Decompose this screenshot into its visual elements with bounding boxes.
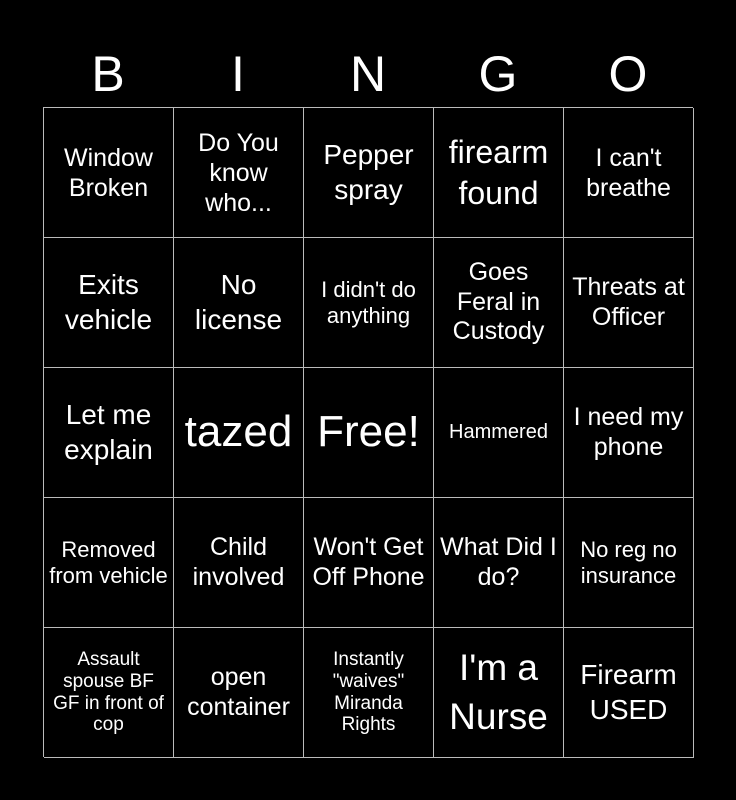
header-letter-i: I: [231, 46, 245, 102]
bingo-cell-o3[interactable]: I need my phone: [564, 368, 694, 498]
bingo-cell-i3[interactable]: tazed: [174, 368, 304, 498]
bingo-cell-n4[interactable]: Won't Get Off Phone: [304, 498, 434, 628]
bingo-card-grid: [43, 107, 693, 757]
bingo-cell-g4[interactable]: What Did I do?: [434, 498, 564, 628]
bingo-cell-g3[interactable]: Hammered: [434, 368, 564, 498]
header-letter-n: N: [349, 46, 387, 102]
bingo-cell-o4[interactable]: No reg no insurance: [564, 498, 694, 628]
bingo-cell-i4[interactable]: Child involved: [174, 498, 304, 628]
bingo-cell-g1[interactable]: firearm found: [434, 108, 564, 238]
bingo-cell-i1[interactable]: Do You know who...: [174, 108, 304, 238]
bingo-cell-free-space[interactable]: Free!: [304, 368, 434, 498]
bingo-cell-g5[interactable]: I'm a Nurse: [434, 628, 564, 758]
bingo-cell-b3[interactable]: Let me explain: [44, 368, 174, 498]
bingo-cell-i5[interactable]: open container: [174, 628, 304, 758]
bingo-header: [43, 40, 693, 108]
bingo-cell-n2[interactable]: I didn't do anything: [304, 238, 434, 368]
bingo-cell-i2[interactable]: No license: [174, 238, 304, 368]
bingo-cell-b5[interactable]: Assault spouse BF GF in front of cop: [44, 628, 174, 758]
bingo-cell-b4[interactable]: Removed from vehicle: [44, 498, 174, 628]
bingo-cell-b2[interactable]: Exits vehicle: [44, 238, 174, 368]
header-letter-g: G: [478, 46, 518, 102]
bingo-cell-n1[interactable]: Pepper spray: [304, 108, 434, 238]
bingo-cell-o5[interactable]: Firearm USED: [564, 628, 694, 758]
header-letter-o: O: [608, 46, 648, 102]
header-letter-b: B: [91, 46, 125, 102]
bingo-cell-n5[interactable]: Instantly "waives" Miranda Rights: [304, 628, 434, 758]
bingo-cell-g2[interactable]: Goes Feral in Custody: [434, 238, 564, 368]
bingo-cell-o1[interactable]: I can't breathe: [564, 108, 694, 238]
bingo-cell-o2[interactable]: Threats at Officer: [564, 238, 694, 368]
bingo-cell-b1[interactable]: Window Broken: [44, 108, 174, 238]
